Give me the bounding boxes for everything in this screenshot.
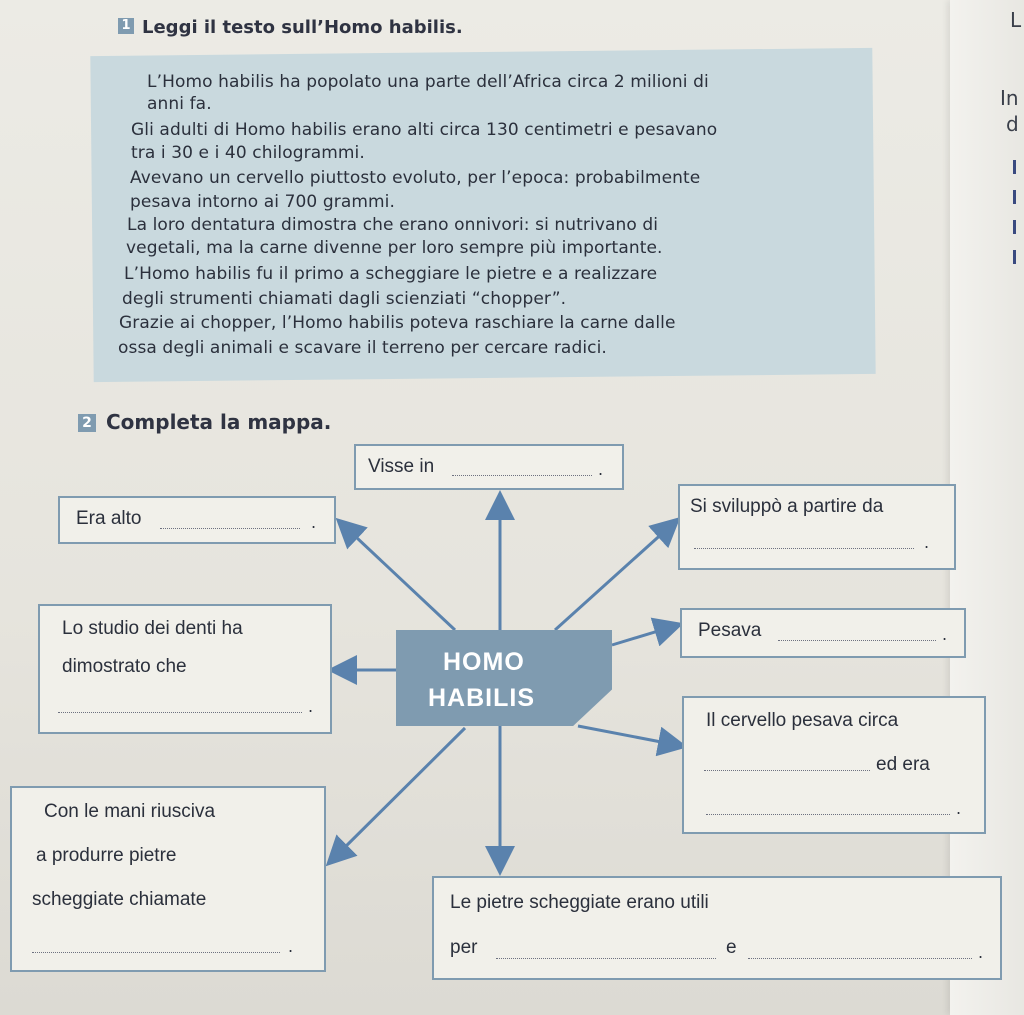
cervello-end: . — [956, 799, 962, 818]
pietre-e: e — [726, 937, 737, 958]
text-line: tra i 30 e i 40 chilogrammi. — [131, 143, 365, 163]
pietre-per: per — [450, 937, 478, 958]
era-alto-blank[interactable] — [160, 528, 300, 529]
edge-text-1: L — [1010, 8, 1022, 32]
pietre-end: . — [978, 943, 984, 962]
mani-line3: scheggiate chiamate — [32, 889, 207, 910]
mani-line1: Con le mani riusciva — [44, 801, 216, 822]
text-line: L’Homo habilis ha popolato una parte dell’Africa circa 2 milioni di — [147, 72, 709, 92]
mani-line2: a produrre pietre — [36, 845, 177, 866]
era-alto-label: Era alto — [76, 508, 142, 529]
text-line: vegetali, ma la carne divenne per loro sempre più importante. — [126, 238, 663, 258]
text-line: anni fa. — [147, 94, 212, 114]
arrow-lower-left — [330, 728, 465, 862]
edge-text-3: d — [1006, 112, 1019, 136]
pietre-blank-1[interactable] — [496, 958, 716, 959]
cervello-line1: Il cervello pesava circa — [706, 710, 899, 731]
si-sviluppo-blank[interactable] — [694, 548, 914, 549]
studio-denti-line2: dimostrato che — [62, 656, 187, 677]
pesava-end: . — [942, 625, 948, 644]
edge-text-2: In — [1000, 86, 1019, 110]
visse-in-label: Visse in — [368, 456, 435, 477]
exercise-1-title: Leggi il testo sull’Homo habilis. — [142, 17, 463, 38]
text-line: La loro dentatura dimostra che erano onnivori: si nutrivano di — [127, 215, 659, 235]
cervello-blank-quality[interactable] — [706, 814, 950, 815]
visse-in-blank[interactable] — [452, 475, 592, 476]
cervello-ed-era: ed era — [876, 754, 930, 775]
arrow-right — [612, 625, 678, 645]
arrow-upper-left — [340, 522, 455, 630]
text-line: Grazie ai chopper, l’Homo habilis poteva raschiare la carne dalle — [119, 313, 676, 333]
text-line: pesava intorno ai 700 grammi. — [130, 192, 395, 212]
text-line: L’Homo habilis fu il primo a scheggiare le pietre e a realizzare — [124, 264, 658, 284]
si-sviluppo-end: . — [924, 533, 930, 552]
center-title-line1: HOMO — [443, 648, 525, 676]
mani-blank[interactable] — [32, 952, 280, 953]
studio-denti-blank[interactable] — [58, 712, 302, 713]
exercise-1-number: 1 — [118, 18, 134, 34]
arrow-upper-right — [555, 521, 676, 630]
exercise-2-number: 2 — [78, 414, 96, 432]
text-line: degli strumenti chiamati dagli scienziati “chopper”. — [122, 289, 567, 309]
si-sviluppo-label: Si sviluppò a partire da — [690, 496, 884, 517]
pietre-line1: Le pietre scheggiate erano utili — [450, 892, 709, 913]
text-line: Gli adulti di Homo habilis erano alti circa 130 centimetri e pesavano — [131, 120, 718, 140]
pesava-label: Pesava — [698, 620, 762, 641]
pesava-blank[interactable] — [778, 640, 936, 641]
text-line: Avevano un cervello piuttosto evoluto, per l’epoca: probabilmente — [130, 168, 701, 188]
arrow-lower-right — [578, 726, 682, 746]
studio-denti-line1: Lo studio dei denti ha — [62, 618, 243, 639]
text-line: ossa degli animali e scavare il terreno per cercare radici. — [118, 338, 607, 358]
studio-denti-end: . — [308, 697, 314, 716]
center-title-line2: HABILIS — [428, 684, 535, 712]
era-alto-end: . — [311, 513, 317, 532]
mani-end: . — [288, 937, 294, 956]
cervello-blank-weight[interactable] — [704, 770, 870, 771]
visse-in-end: . — [598, 460, 604, 479]
pietre-blank-2[interactable] — [748, 958, 972, 959]
exercise-2-title: Completa la mappa. — [106, 410, 332, 434]
